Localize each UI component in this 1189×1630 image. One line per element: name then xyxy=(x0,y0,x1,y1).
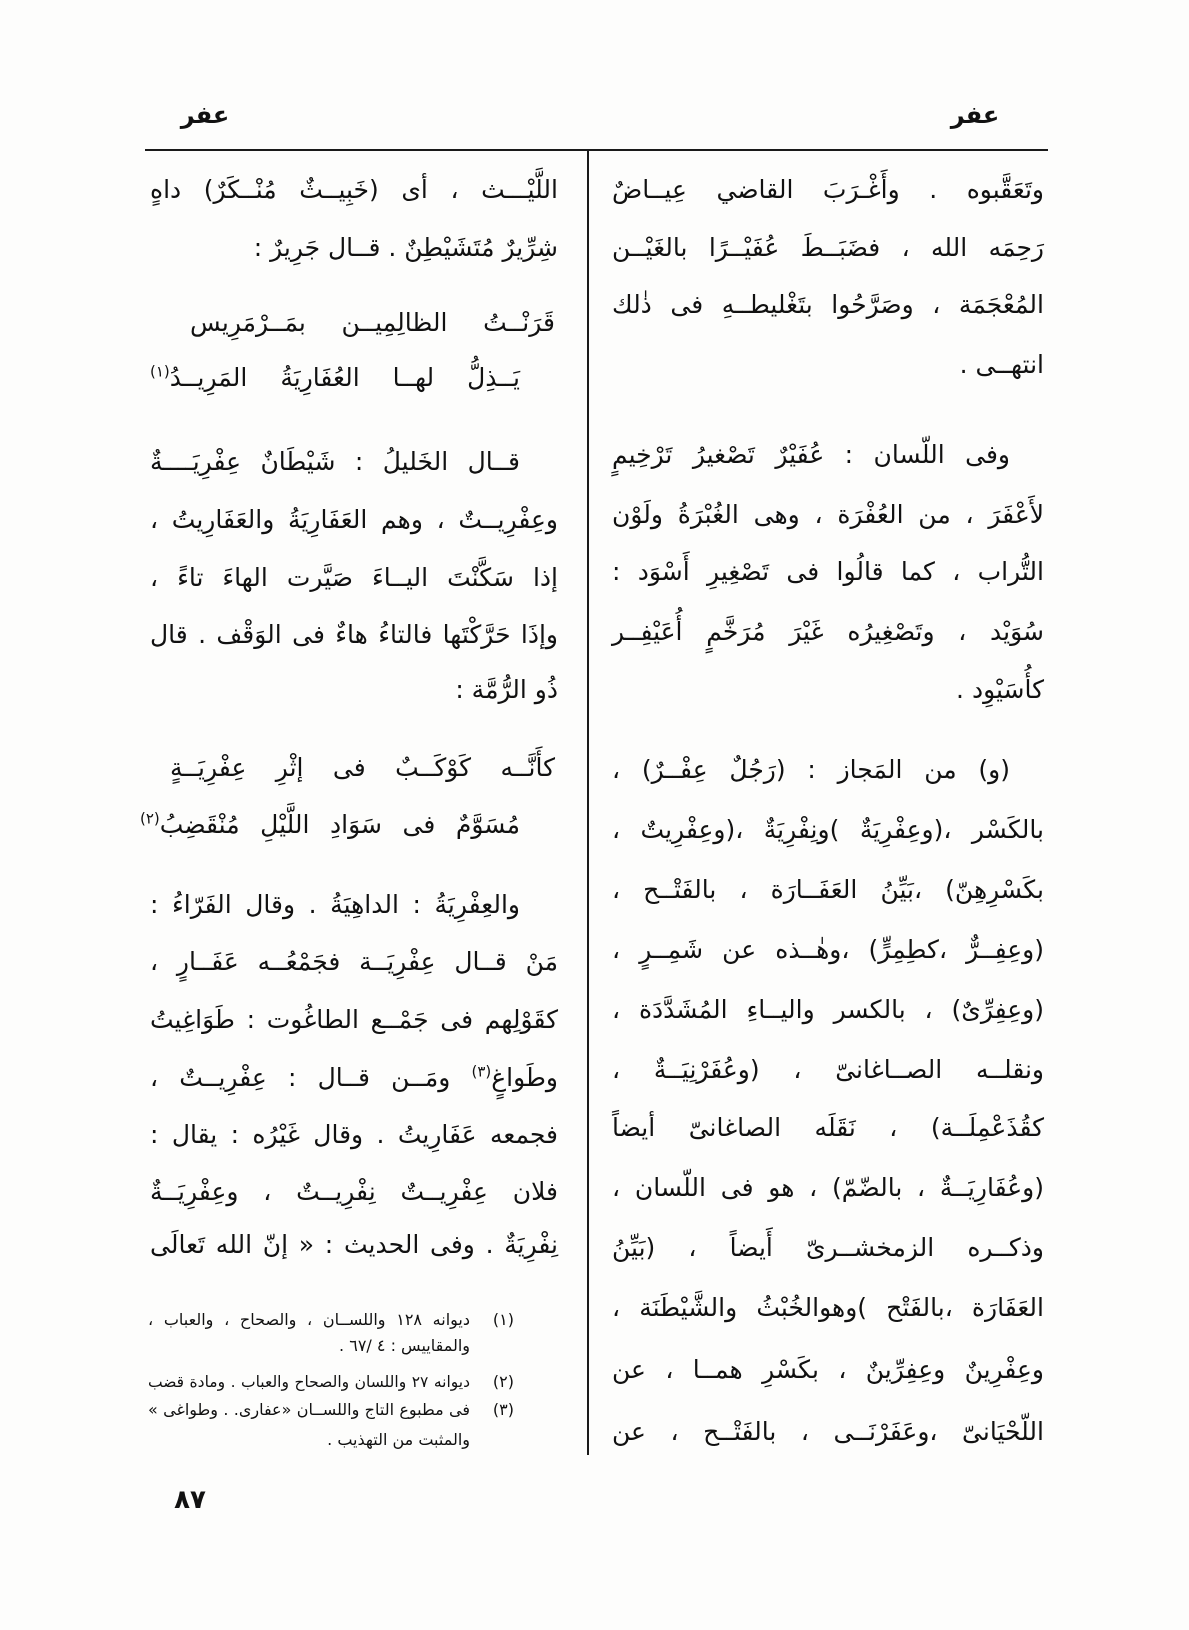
footnote-line: ديوانه ١٢٨ واللســان ، والصحاح ، والعباب ، xyxy=(148,1310,471,1329)
footnote-number: (٢) xyxy=(492,1372,514,1391)
right-column-line: وتَعَقَّبوه . وأَغْـرَبَ القاضي عِيــاضٌ xyxy=(612,175,1044,204)
column-divider xyxy=(587,150,589,1455)
left-column-line: كقَوْلِهم فى جَمْــع الطاغُوت : طَوَاغِيتُ xyxy=(150,1005,558,1034)
right-column-line: بكَسْرِهِنّ) ،بَيِّنُ العَفَــارَة ، بالفَتْــح ، xyxy=(612,875,1044,904)
right-column-line: (وعِفِــرٌّ ،كطِمِرٍّ) ،وهٰــذه عن شَمِــرٍ ، xyxy=(612,935,1044,964)
left-column-line: نِفْرِيَةٌ . وفى الحديث : « إنّ الله تَعالَى xyxy=(150,1230,558,1259)
footnote-marker: (٢) xyxy=(140,809,160,828)
footnote-marker: (٣) xyxy=(471,1062,492,1081)
left-column-line: اللَّيْـــث ، أى (خَبِيــثٌ مُنْــكَرٌ) داهٍ xyxy=(150,175,558,204)
right-column-line: ونقلــه الصــاغانىّ ، (وعُفَرْنِيَــةٌ ، xyxy=(612,1055,1044,1084)
footnote-number: (٣) xyxy=(492,1400,514,1419)
left-column-line: ذُو الرُّمَّة : xyxy=(455,675,558,704)
footnote-line: والمثبت من التهذيب . xyxy=(327,1430,470,1449)
right-column-line: (وعُفَارِيَــةٌ ، بالضّمّ) ، هو فى اللّسان ، xyxy=(612,1173,1044,1202)
right-column-line: (وعِفِرِّىٌ) ، بالكسر واليــاءِ المُشَدَّدَة ، xyxy=(612,995,1044,1024)
right-column-line: انتهــى . xyxy=(959,350,1044,379)
right-column-line: العَفَارَة ،بالفَتْح )وهوالخُبْثُ والشَّيْطَنَة ، xyxy=(612,1293,1044,1322)
right-column-line: سُوَيْد ، وتَصْغِيرُه غَيْرَ مُرَخَّمٍ أُعَيْفِــر xyxy=(612,617,1044,646)
page-number: ٨٧ xyxy=(174,1485,206,1515)
left-column-line: والعِفْرِيَةُ : الداهِيَةُ . وقال الفَرّاءُ : xyxy=(150,890,520,919)
left-column-line: وإذَا حَرَّكْتَها فالتاءُ هاءٌ فى الوَقْف . قال xyxy=(150,620,558,649)
left-column-line: وعِفْرِيــتٌ ، وهم العَفَارِيَةُ والعَفَارِيتُ ، xyxy=(150,505,558,534)
right-column-line: (و) من المَجاز : (رَجُلٌ عِفْــرٌ) ، xyxy=(612,755,1010,784)
line-text: ومَــن قــال : عِفْرِيــتٌ ، xyxy=(150,1063,472,1092)
footnote-line: فى مطبوع التاج واللســان «عفارى. . وطواغى » xyxy=(148,1400,470,1419)
verse-text: مُسَوَّمٌ فى سَوَادِ اللَّيْلِ مُنْقَضِبُ xyxy=(159,810,520,839)
right-column-line: كقُذَعْمِلَــة) ، نَقَلَه الصاغانىّ أيضاً xyxy=(612,1113,1044,1142)
right-column-line: وفى اللّسان : عُفَيْرٌ تَصْغيرُ تَرْخِيمٍ xyxy=(612,440,1010,469)
left-column-line: فجمعه عَفَارِيتُ . وقال غَيْرُه : يقال : xyxy=(150,1120,558,1149)
left-column-line xyxy=(150,1053,558,1103)
right-column-line: بالكَسْر ،(وعِفْرِيَةٌ )ونِفْرِيَةٌ ،(وعِفْرِيتٌ ، xyxy=(612,815,1044,844)
left-column-line: إذا سَكَّنْتَ اليــاءَ صَيَّرت الهاءَ تاءً ، xyxy=(150,563,558,592)
verse-hemistich: قَرَنْــتُ الظالِمِيــن بمَــرْمَرِيس xyxy=(190,308,555,337)
running-header-left: عفر xyxy=(180,101,230,129)
left-column-line: شِرِّيرٌ مُتَشَيْطِنٌ . قــال جَرِيرٌ : xyxy=(253,233,558,262)
footnote-line: ديوانه ٢٧ واللسان والصحاح والعباب . ومادة قضب xyxy=(148,1373,470,1391)
verse-hemistich: كأَنَّــه كَوْكَــبٌ فى إثْرِ عِفْرِيَــةٍ xyxy=(170,753,555,782)
verse-hemistich xyxy=(140,800,520,850)
verse-hemistich xyxy=(150,353,520,403)
right-column-line: المُعْجَمَة ، وصَرَّحُوا بتَغْليطــهِ فى ذٰلك xyxy=(612,290,1044,319)
left-column-line: قــال الخَليلُ : شَيْطَانٌ عِفْرِيَــــةٌ xyxy=(150,447,520,476)
header-rule xyxy=(145,149,1048,151)
right-column-line: رَحِمَه الله ، فضَبَــطَ عُفَيْــرًا بالغَيْــن xyxy=(612,233,1044,262)
running-header-right: عفر xyxy=(950,101,1000,129)
left-column-line: مَنْ قــال عِفْرِيَــة فجَمْعُــه عَفَــارٍ ، xyxy=(150,947,558,976)
right-column-line: اللّحْيَانىّ ،وعَفَرْنَــى ، بالفَتْــح ، عن xyxy=(612,1417,1044,1446)
right-column-line: لأَعْفَرَ ، من العُفْرَة ، وهى الغُبْرَةُ ولَوْن xyxy=(612,500,1044,529)
footnote-number: (١) xyxy=(492,1310,514,1329)
verse-text: يَــذِلُّ لهــا العُفَارِيَةُ المَرِيــدُ xyxy=(169,363,520,392)
left-column-line: فلان عِفْرِيــتٌ نِفْرِيــتٌ ، وعِفْرِيَــةٌ xyxy=(150,1177,558,1206)
right-column-line: كأُسَيْوِد . xyxy=(956,675,1044,704)
right-column-line: التُّراب ، كما قالُوا فى تَصْغِيرِ أَسْوَد : xyxy=(612,557,1044,586)
footnote-line: والمقاييس : ٤ /٦٧ . xyxy=(339,1336,470,1355)
right-column-line: وعِفْرِينٌ وعِفِرِّينٌ ، بكَسْرِ همــا ، عن xyxy=(612,1355,1044,1384)
footnote-marker: (١) xyxy=(150,362,170,381)
line-text: وطَواغٍ xyxy=(491,1063,558,1092)
right-column-line: وذكــره الزمخشــرىّ أَيضاً ، (بَيِّنُ xyxy=(612,1233,1044,1262)
